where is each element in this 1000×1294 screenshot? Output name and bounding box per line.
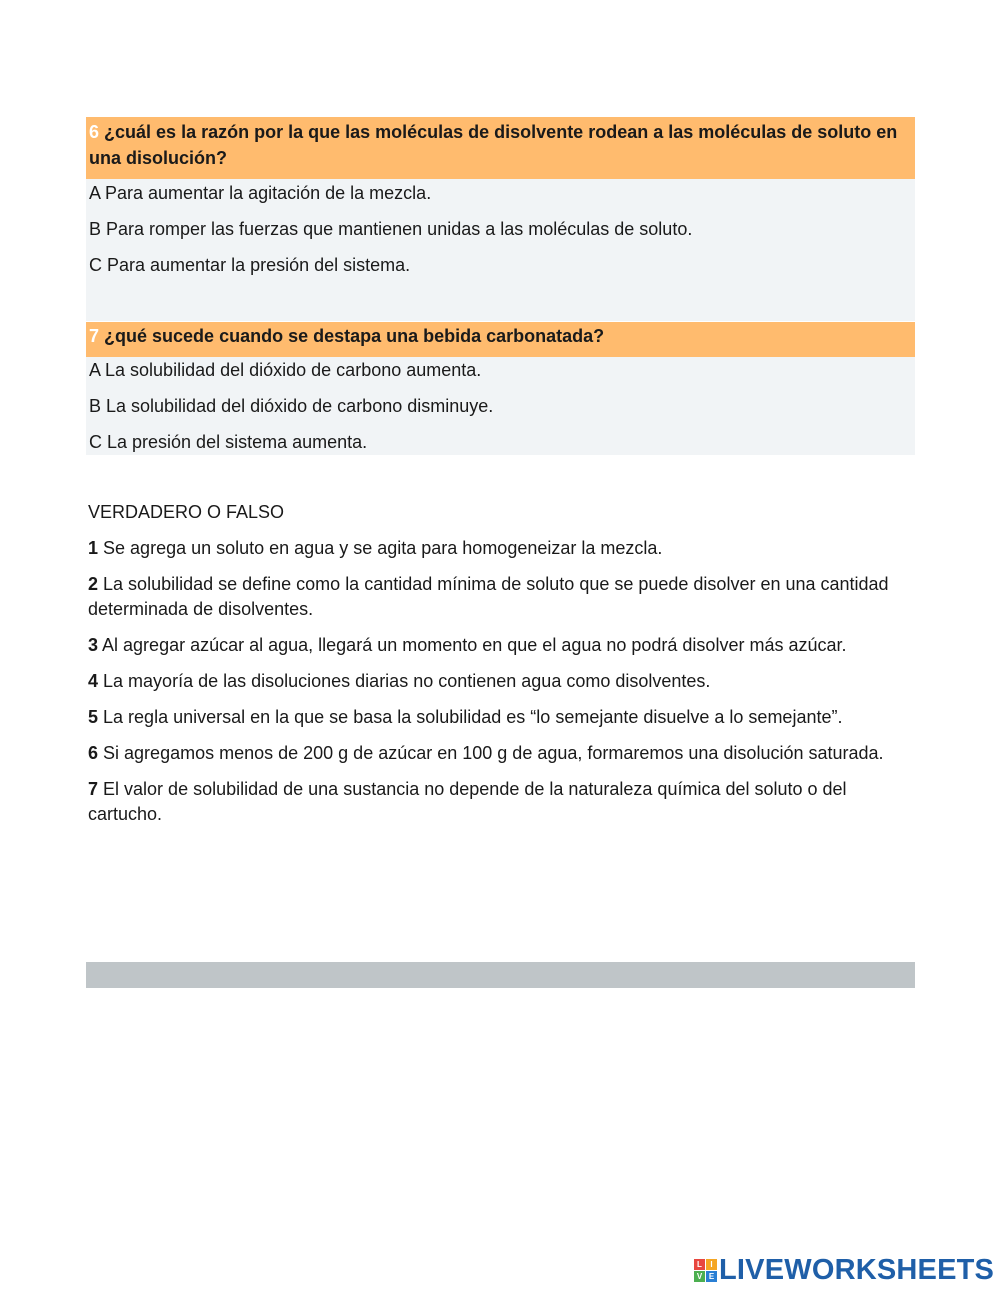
logo-letter: L bbox=[694, 1259, 705, 1270]
options-list bbox=[86, 179, 915, 321]
tf-text: La solubilidad se define como la cantidad mínima de soluto que se puede disolver en una cantidad determinada de disolventes. bbox=[88, 574, 889, 619]
tf-number: 1 bbox=[88, 538, 99, 558]
tf-item-7[interactable] bbox=[88, 777, 918, 827]
tf-text: Al agregar azúcar al agua, llegará un momento en que el agua no podrá disolver más azúcar. bbox=[102, 635, 847, 655]
tf-number: 6 bbox=[88, 743, 99, 763]
question-number: 7 bbox=[89, 326, 100, 346]
logo-mark-icon bbox=[694, 1259, 717, 1282]
question-7 bbox=[86, 322, 915, 455]
logo-letter: I bbox=[706, 1259, 717, 1270]
tf-item-6[interactable] bbox=[88, 741, 918, 766]
option-c[interactable]: C Para aumentar la presión del sistema. bbox=[89, 255, 411, 275]
tf-item-5[interactable] bbox=[88, 705, 918, 730]
liveworksheets-logo bbox=[694, 1255, 994, 1285]
logo-text: LIVEWORKSHEETS bbox=[719, 1253, 995, 1286]
option-b[interactable]: B La solubilidad del dióxido de carbono disminuye. bbox=[89, 396, 494, 416]
true-false-section bbox=[88, 500, 918, 838]
answer-bar bbox=[86, 962, 915, 988]
question-header bbox=[86, 117, 915, 179]
tf-number: 2 bbox=[88, 574, 99, 594]
option-a[interactable]: A La solubilidad del dióxido de carbono aumenta. bbox=[89, 360, 482, 380]
tf-item-1[interactable] bbox=[88, 536, 918, 561]
tf-number: 4 bbox=[88, 671, 99, 691]
tf-text: Si agregamos menos de 200 g de azúcar en 100 g de agua, formaremos una disolución saturada. bbox=[103, 743, 884, 763]
tf-text: Se agrega un soluto en agua y se agita para homogeneizar la mezcla. bbox=[103, 538, 663, 558]
section-title: VERDADERO O FALSO bbox=[88, 502, 285, 522]
tf-text: El valor de solubilidad de una sustancia no depende de la naturaleza química del soluto o del cartucho. bbox=[88, 779, 847, 824]
option-b[interactable]: B Para romper las fuerzas que mantienen unidas a las moléculas de soluto. bbox=[89, 219, 693, 239]
tf-item-2[interactable] bbox=[88, 572, 918, 622]
tf-item-4[interactable] bbox=[88, 669, 918, 694]
question-text: ¿qué sucede cuando se destapa una bebida carbonatada? bbox=[104, 326, 605, 346]
options-list bbox=[86, 357, 915, 455]
tf-text: La regla universal en la que se basa la solubilidad es “lo semejante disuelve a lo semejante”. bbox=[103, 707, 843, 727]
tf-text: La mayoría de las disoluciones diarias no contienen agua como disolventes. bbox=[103, 671, 711, 691]
logo-letter: E bbox=[706, 1271, 717, 1282]
question-number: 6 bbox=[89, 122, 100, 142]
tf-item-3[interactable] bbox=[88, 633, 918, 658]
option-a[interactable]: A Para aumentar la agitación de la mezcla. bbox=[89, 183, 432, 203]
tf-number: 5 bbox=[88, 707, 99, 727]
logo-letter: V bbox=[694, 1271, 705, 1282]
option-c[interactable]: C La presión del sistema aumenta. bbox=[89, 432, 368, 452]
tf-number: 3 bbox=[88, 635, 99, 655]
question-header bbox=[86, 322, 915, 357]
tf-number: 7 bbox=[88, 779, 99, 799]
question-6 bbox=[86, 117, 915, 321]
question-text: ¿cuál es la razón por la que las moléculas de disolvente rodean a las moléculas de soluto en una disolución? bbox=[89, 122, 898, 168]
